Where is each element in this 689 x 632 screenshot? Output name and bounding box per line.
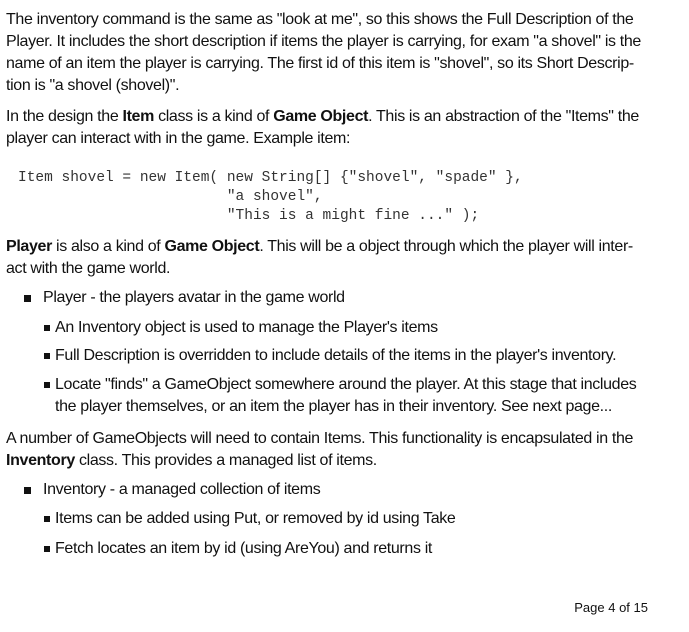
bold-term-item: Item (122, 108, 154, 125)
text-line: In the design the Item class is a kind of Game Object. This is an abstraction of the "Items" the (6, 108, 639, 125)
square-bullet-icon (44, 325, 50, 331)
list-subitem: Fetch locates an item by id (using AreYou) and returns it (55, 538, 432, 560)
code-line: Item shovel = new Item( new String[] {"shovel", "spade" }, (18, 170, 523, 186)
page-number: Page 4 of 15 (574, 600, 648, 615)
code-line: "This is a might fine ..." ); (18, 208, 480, 224)
list-subitem: An Inventory object is used to manage the Player's items (55, 317, 438, 339)
list-item-player: Player - the players avatar in the game world (43, 287, 345, 309)
square-bullet-icon (44, 546, 50, 552)
text-line: tion is "a shovel (shovel)". (6, 77, 180, 94)
code-line: "a shovel", (18, 189, 323, 205)
paragraph-inventory-class (6, 428, 666, 472)
square-bullet-icon (24, 295, 31, 302)
text-line: Inventory class. This provides a managed list of items. (6, 452, 377, 469)
bold-term-player: Player (6, 238, 52, 255)
paragraph-item-design (6, 106, 666, 150)
square-bullet-icon (44, 353, 50, 359)
paragraph-inventory-command (6, 9, 666, 97)
bold-term-game-object: Game Object (164, 238, 260, 255)
list-subitem: Items can be added using Put, or removed by id using Take (55, 508, 455, 530)
bold-term-game-object: Game Object (273, 108, 369, 125)
text-line: player can interact with in the game. Example item: (6, 130, 351, 147)
text-line: Player is also a kind of Game Object. This will be a object through which the player will inter- (6, 238, 633, 255)
code-example (18, 169, 523, 226)
paragraph-player-design (6, 236, 666, 280)
text-line: The inventory command is the same as "look at me", so this shows the Full Description of the (6, 11, 634, 28)
list-subitem: Full Description is overridden to include details of the items in the player's inventory. (55, 345, 616, 367)
square-bullet-icon (44, 516, 50, 522)
square-bullet-icon (24, 487, 31, 494)
bold-term-inventory: Inventory (6, 452, 75, 469)
square-bullet-icon (44, 382, 50, 388)
list-subitem: Locate "finds" a GameObject somewhere around the player. At this stage that includes the player themselves, or an item the player has in their inventory. See next page... (55, 374, 636, 418)
text-line: A number of GameObjects will need to contain Items. This functionality is encapsulated in the (6, 430, 634, 447)
text-line: name of an item the player is carrying. The first id of this item is "shovel", so its Short Descrip- (6, 55, 634, 72)
text-line: act with the game world. (6, 260, 171, 277)
list-item-inventory: Inventory - a managed collection of items (43, 479, 320, 501)
text-line: Player. It includes the short description if items the player is carrying, for exam "a shovel" is the (6, 33, 641, 50)
